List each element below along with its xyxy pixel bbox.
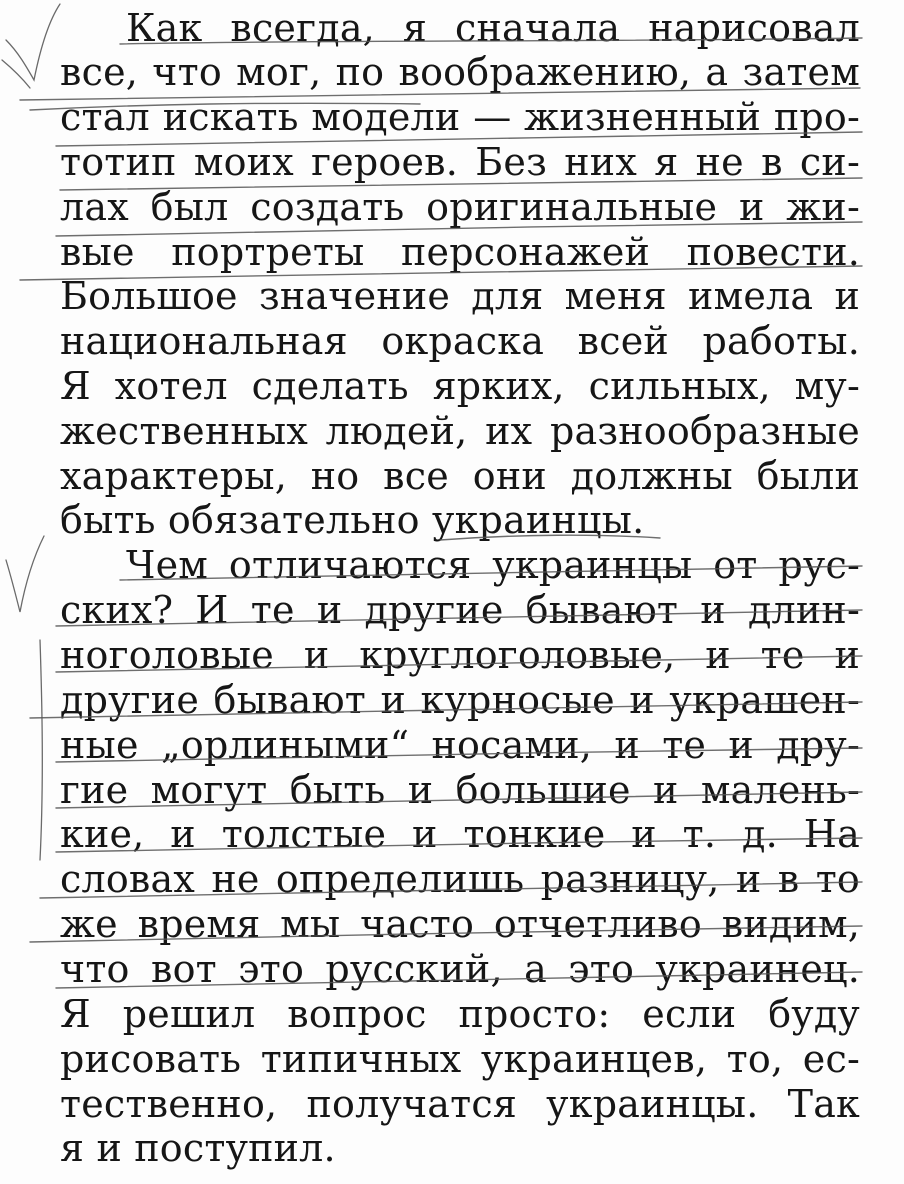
text-line: ских? И те и другие бывают и длин- [60, 588, 860, 632]
margin-check-mark [6, 4, 60, 80]
text-line: жественных людей, их разнообразные [60, 409, 860, 453]
text-line: словах не определишь разницу, и в то [60, 857, 860, 901]
text-line: стал искать модели — жизненный про- [60, 95, 860, 139]
text-line: характеры, но все они должны были [60, 454, 860, 498]
text-line: ноголовые и круглоголовые, и те и [60, 633, 860, 677]
text-line: национальная окраска всей работы. [60, 319, 860, 363]
text-line: все, что мог, по воображению, а затем [60, 50, 860, 94]
text-line: быть обязательно украинцы. [60, 498, 645, 542]
margin-check-mark [2, 60, 30, 88]
text-line: тотип моих героев. Без них я не в си- [60, 140, 860, 184]
text-line: тественно, получатся украинцы. Так [60, 1082, 860, 1126]
text-line: Как всегда, я сначала нарисовал [126, 6, 860, 50]
text-line: же время мы часто отчетливо видим, [60, 902, 860, 946]
text-line: вые портреты персонажей повести. [60, 230, 860, 274]
text-line: ные „орлиными“ носами, и те и дру- [60, 723, 860, 767]
text-line: Я хотел сделать ярких, сильных, му- [60, 364, 860, 408]
text-line: Я решил вопрос просто: если буду [60, 992, 860, 1036]
text-line: я и поступил. [60, 1126, 336, 1170]
text-line: рисовать типичных украинцев, то, ес- [60, 1037, 860, 1081]
text-line: Чем отличаются украинцы от рус- [126, 543, 860, 587]
text-line: гие могут быть и большие и малень- [60, 768, 860, 812]
margin-check-mark [6, 536, 44, 612]
text-line: другие бывают и курносые и украшен- [60, 678, 860, 722]
margin-stroke [40, 640, 42, 860]
text-line: лах был создать оригинальные и жи- [60, 185, 860, 229]
text-line: кие, и толстые и тонкие и т. д. На [60, 812, 860, 856]
text-line: Большое значение для меня имела и [60, 274, 860, 318]
text-line: что вот это русский, а это украинец. [60, 947, 860, 991]
